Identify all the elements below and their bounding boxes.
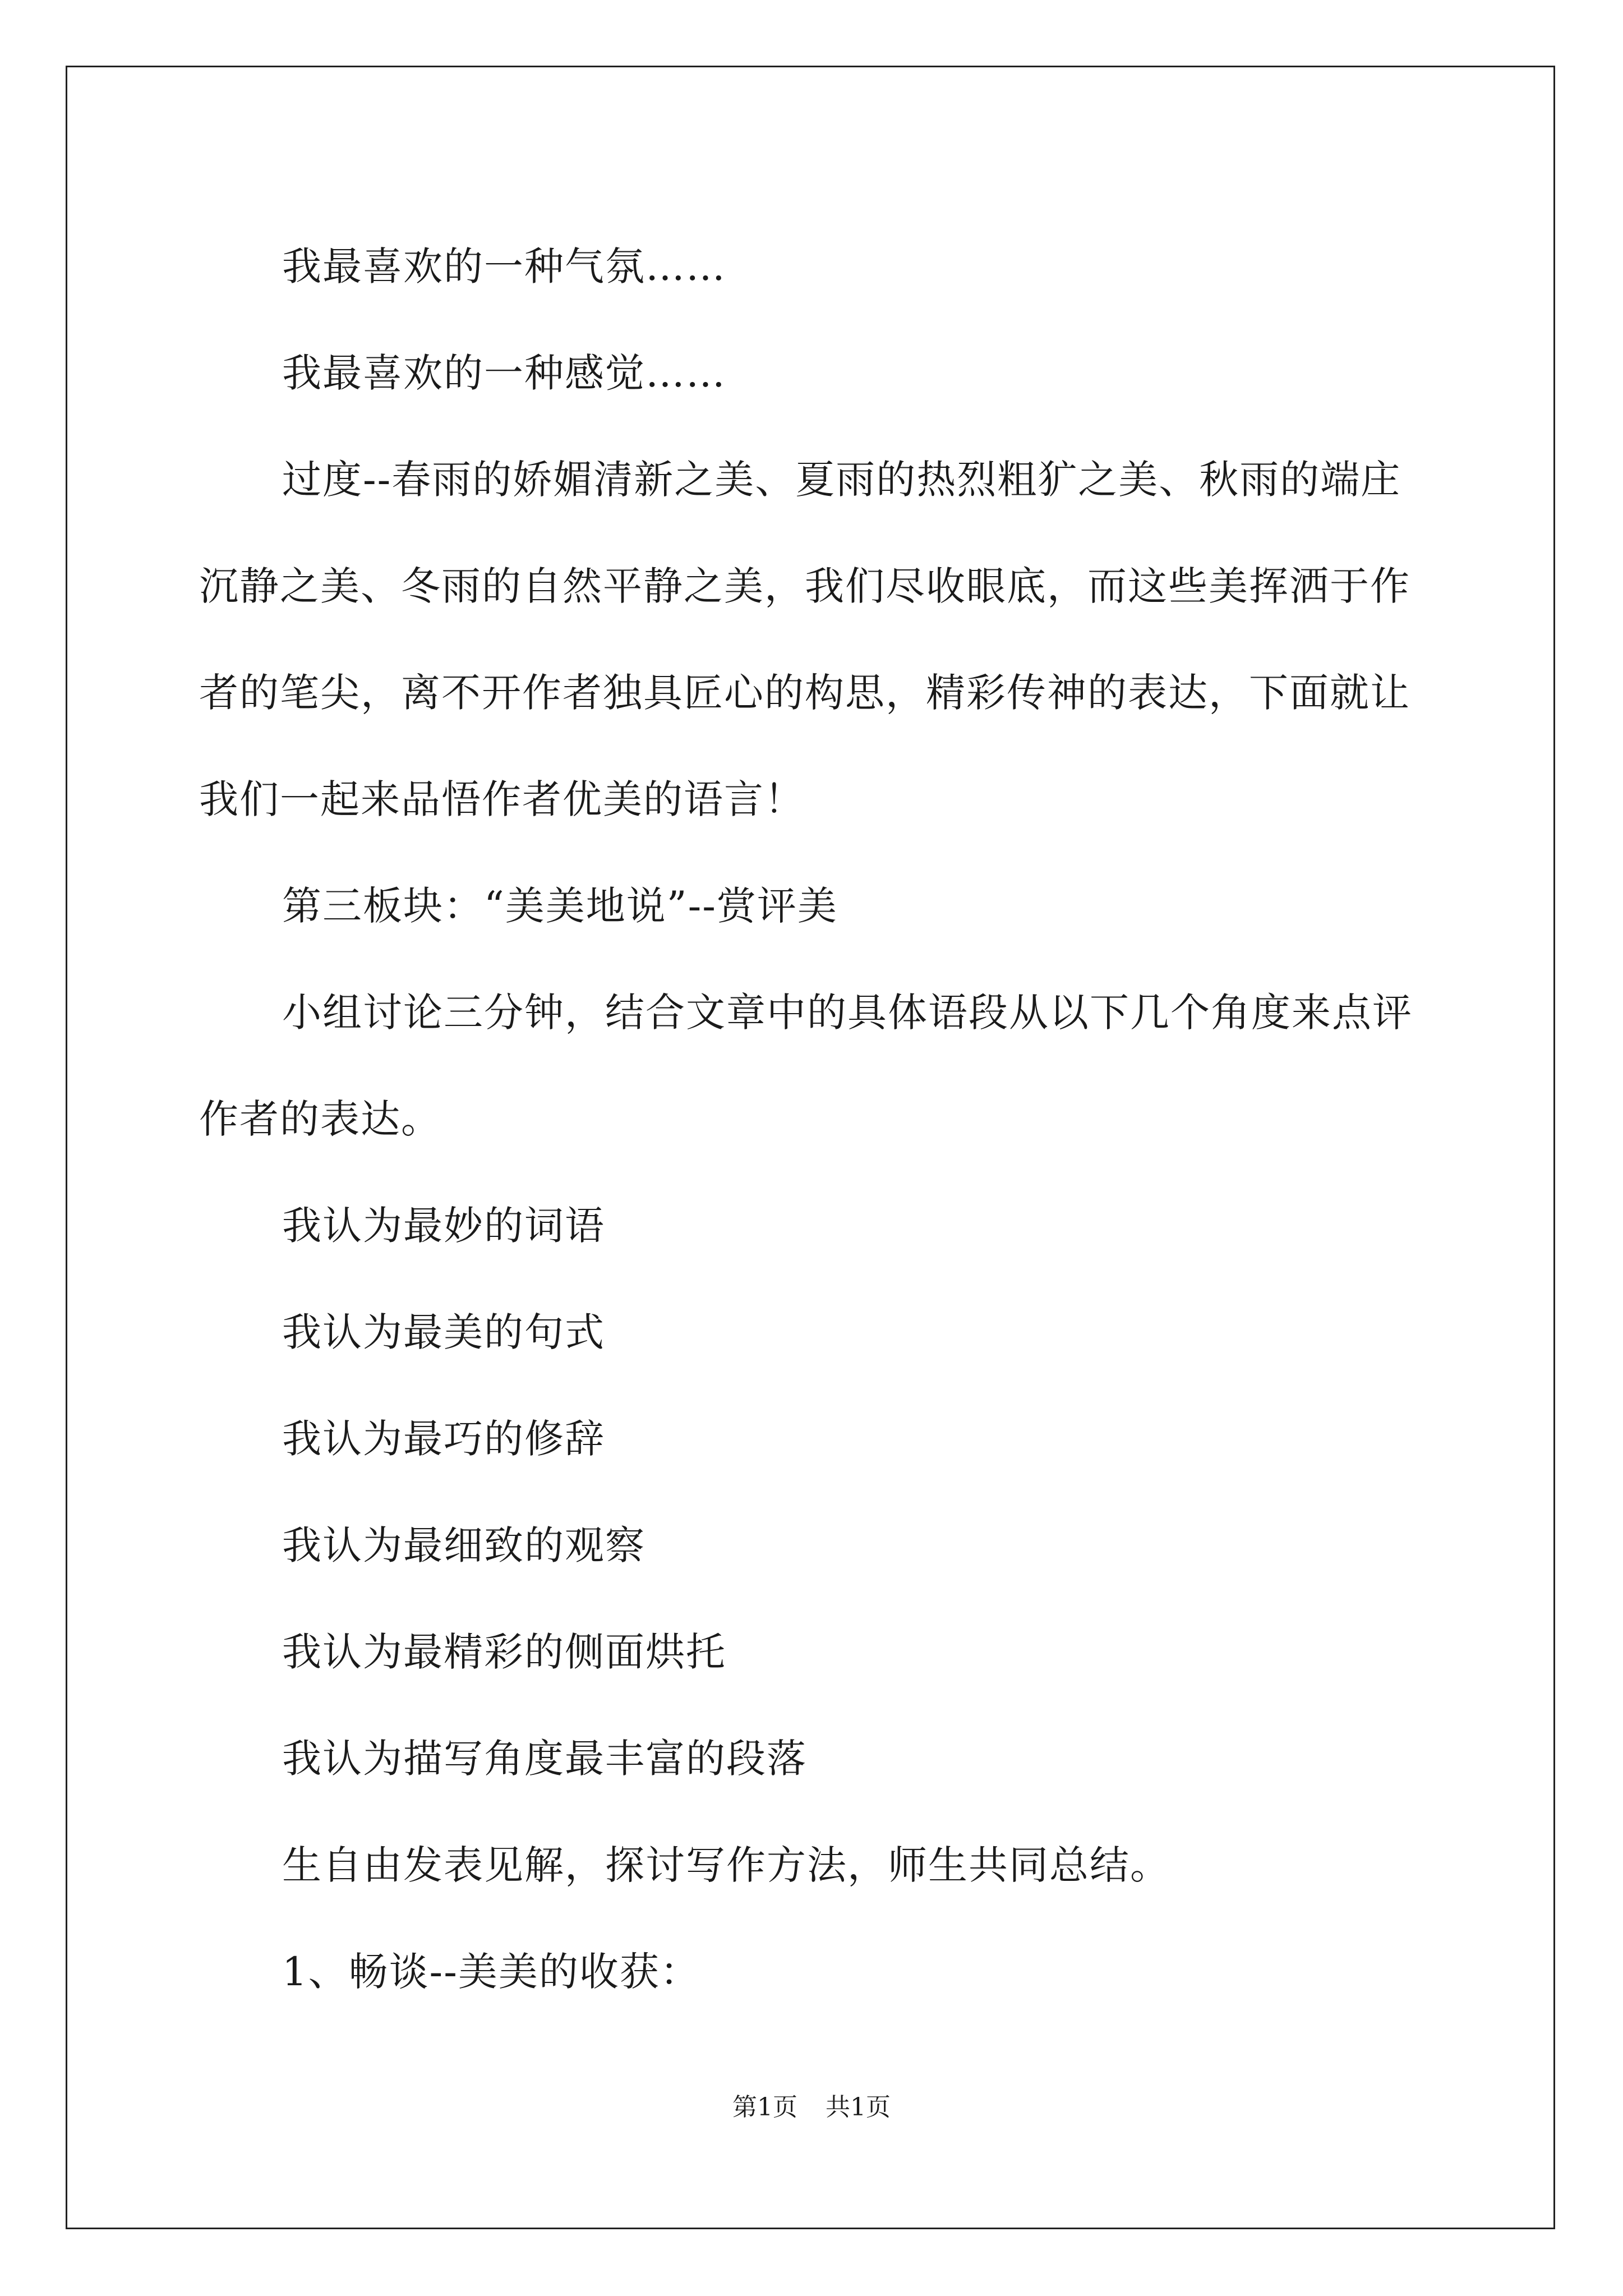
paragraph: 小组讨论三分钟，结合文章中的具体语段从以下几个角度来点评作者的表达。: [199, 990, 1413, 1142]
page-number: 第1页: [732, 2093, 797, 2122]
list-item: 我认为最精彩的侧面烘托: [282, 1629, 726, 1675]
list-item: 我认为最巧的修辞: [282, 1416, 605, 1462]
list-item: 我认为最美的句式: [282, 1309, 605, 1355]
list-item: 我认为最细致的观察: [282, 1522, 645, 1568]
paragraph: 1、畅谈--美美的收获：: [282, 1949, 700, 1995]
paragraph: 过度--春雨的娇媚清新之美、夏雨的热烈粗犷之美、秋雨的端庄沉静之美、冬雨的自然平静之美，我们尽收眼底，而这些美挥洒于作者的笔尖，离不开作者独具匠心的构思，精彩传神的表达，下面就让我们一起来品悟作者优美的语言！: [199, 457, 1410, 822]
list-item: 我认为描写角度最丰富的段落: [282, 1736, 807, 1782]
page-footer: [0, 2087, 1623, 2123]
page-total: 共1页: [826, 2093, 891, 2122]
paragraph: 我最喜欢的一种感觉……: [282, 350, 726, 396]
paragraph: 我最喜欢的一种气氛……: [282, 243, 726, 289]
section-heading: 第三板块：“美美地说”--赏评美: [282, 883, 838, 929]
paragraph: 生自由发表见解，探讨写作方法，师生共同总结。: [282, 1842, 1170, 1888]
document-body: [199, 213, 1433, 2025]
list-item: 我认为最妙的词语: [282, 1203, 605, 1249]
